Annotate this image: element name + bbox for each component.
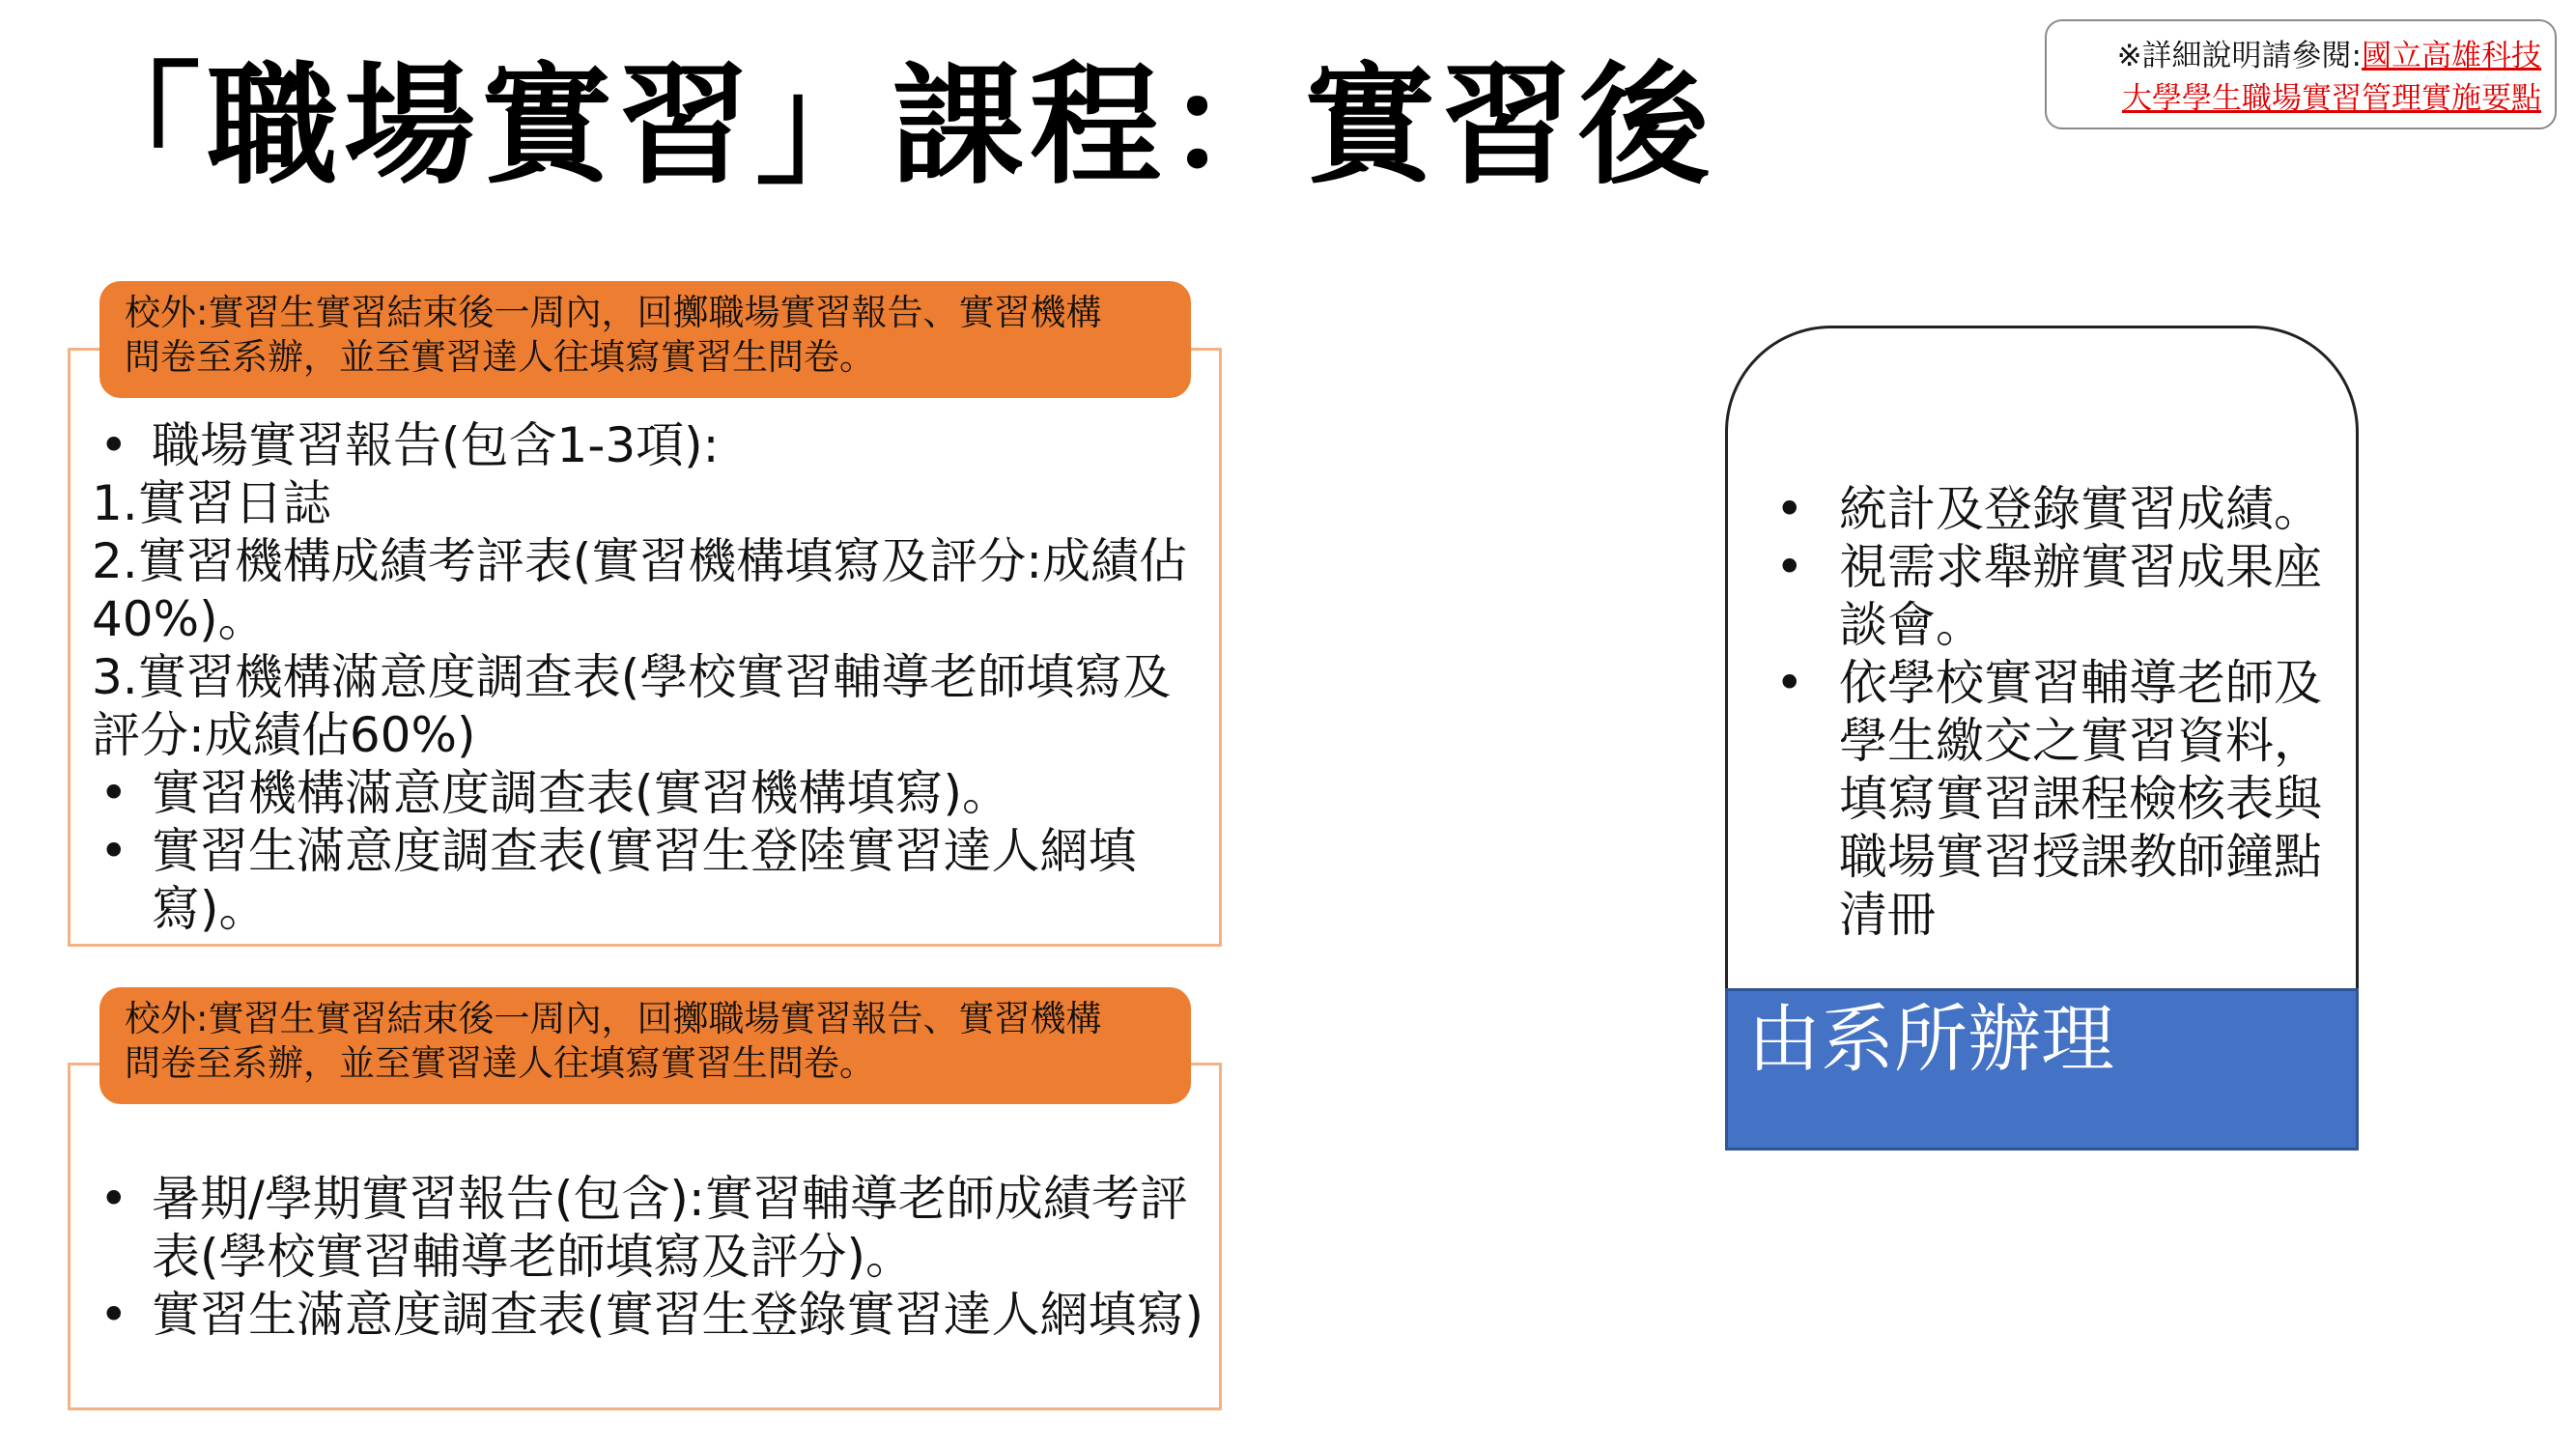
off-campus-banner-2: 校外:實習生實習結束後一周內，回擲職場實習報告、實習機構 問卷至系辦，並至實習達人往填寫實習生問卷。 (99, 987, 1191, 1104)
reference-note (2045, 19, 2557, 129)
reference-link-line2[interactable]: 大學學生職場實習管理實施要點 (2122, 81, 2541, 116)
off-campus-panel-1 (68, 348, 1222, 947)
department-label: 由系所辦理 (1725, 988, 2359, 1151)
list-item: 3.實習機構滿意度調查表(學校實習輔導老師填寫及評分:成績佔60%) (92, 649, 1172, 763)
list-item: • 職場實習報告(包含1-3項): (92, 416, 1209, 474)
list-item: 1.實習日誌 (92, 475, 331, 531)
reference-note-prefix: ※詳細說明請參閱: (2116, 39, 2362, 73)
list-item: • 實習生滿意度調查表(實習生登錄實習達人網填寫) (92, 1286, 1209, 1344)
off-campus-panel-2 (68, 1063, 1222, 1410)
panel2-content (92, 1170, 1209, 1344)
list-item: • 視需求舉辦實習成果座談會。 (1741, 538, 2359, 654)
list-item: • 統計及登錄實習成績。 (1741, 480, 2359, 538)
list-item: • 暑期/學期實習報告(包含):實習輔導老師成績考評表(學校實習輔導老師填寫及評分)。 (92, 1170, 1209, 1286)
reference-link-line1[interactable]: 國立高雄科技 (2362, 39, 2541, 73)
page-title: 「職場實習」課程：實習後 (70, 50, 1715, 203)
panel1-content (92, 416, 1209, 938)
off-campus-banner-1: 校外:實習生實習結束後一周內，回擲職場實習報告、實習機構 問卷至系辦，並至實習達人往填寫實習生問卷。 (99, 281, 1191, 398)
list-item: • 實習機構滿意度調查表(實習機構填寫)。 (92, 764, 1209, 822)
list-item: 2.實習機構成績考評表(實習機構填寫及評分:成績佔40%)。 (92, 533, 1188, 647)
list-item: • 實習生滿意度調查表(實習生登陸實習達人網填寫)。 (92, 822, 1209, 938)
list-item: • 依學校實習輔導老師及學生繳交之實習資料，填寫實習課程檢核表與職場實習授課教師鐘點清冊 (1741, 654, 2359, 944)
department-tasks-list (1741, 480, 2359, 944)
